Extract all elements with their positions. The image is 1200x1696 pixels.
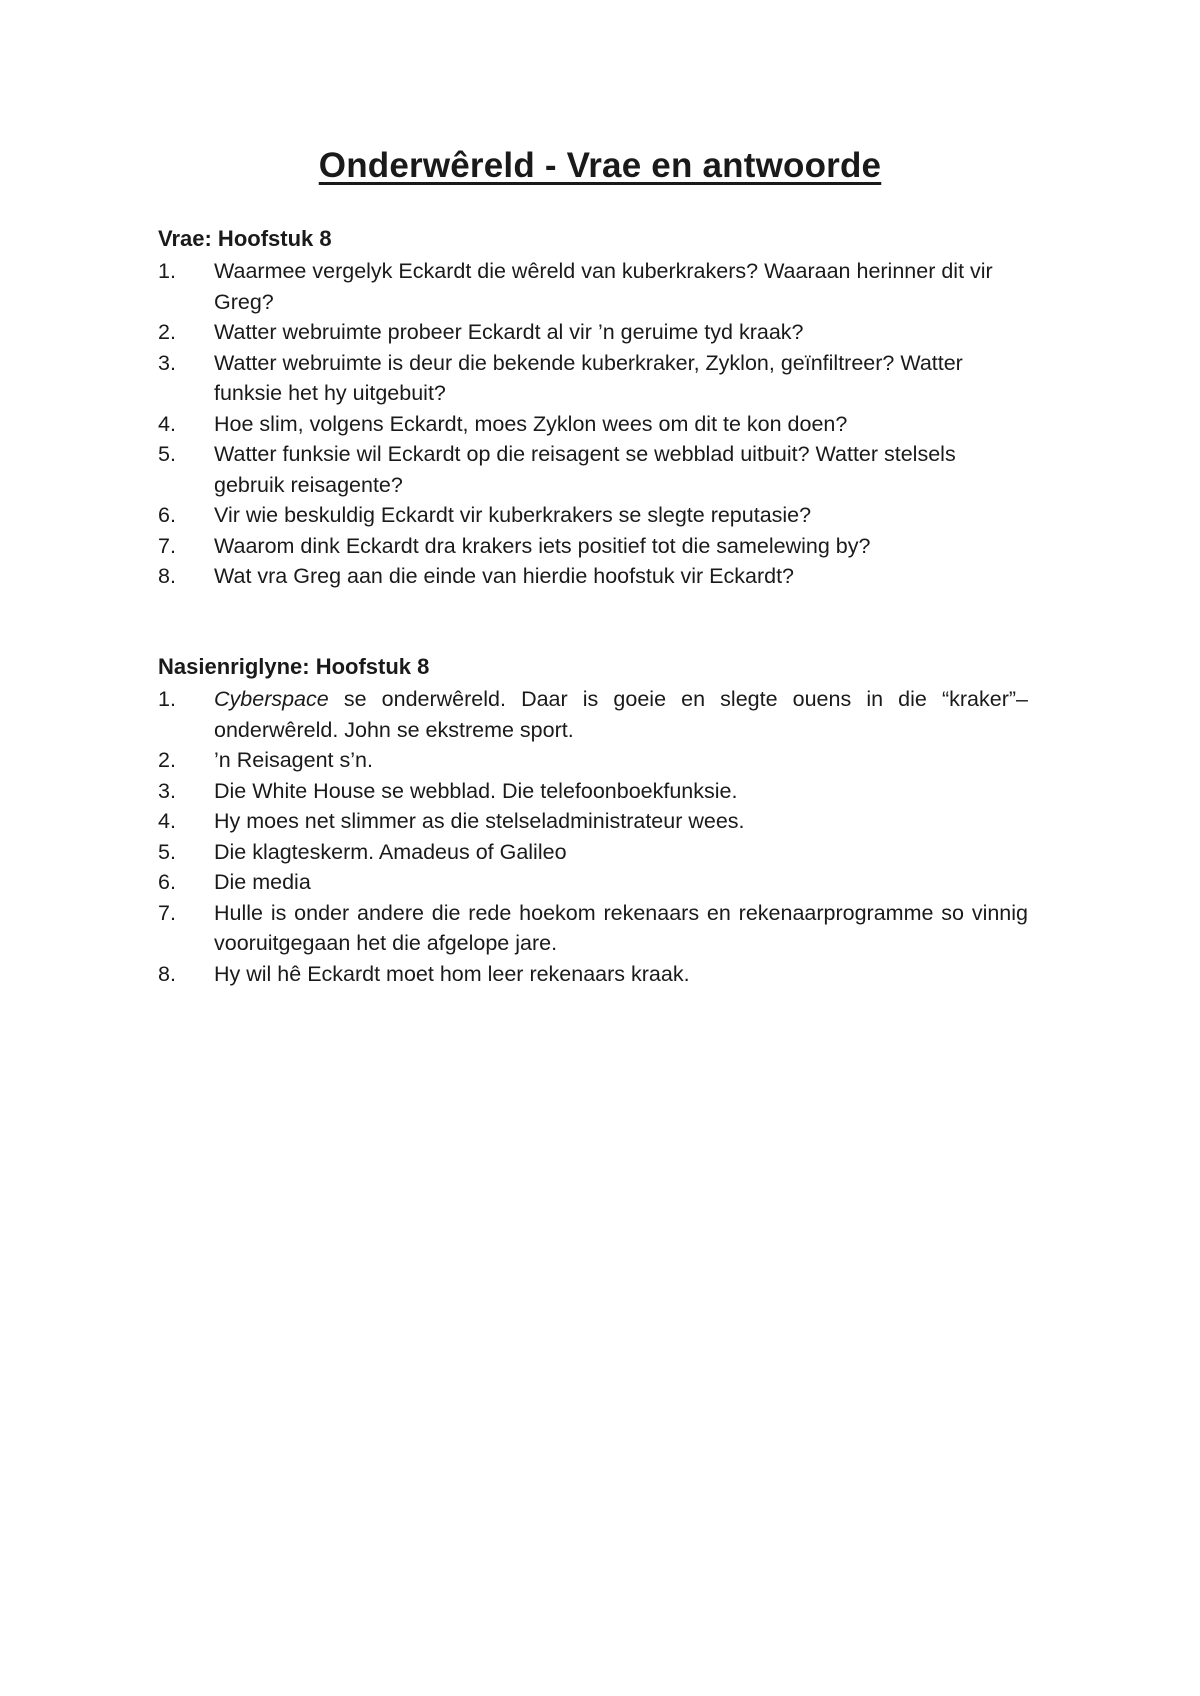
question-text: Hoe slim, volgens Eckardt, moes Zyklon wees om dit te kon doen? (214, 411, 848, 436)
question-number: 6. (158, 503, 176, 527)
page-title: Onderwêreld - Vrae en antwoorde (318, 146, 882, 185)
question-text: Waarom dink Eckardt dra krakers iets positief tot die samelewing by? (214, 533, 871, 558)
question-text: Watter funksie wil Eckardt op die reisagent se webblad uitbuit? Watter stelsels gebruik reisagente? (214, 442, 956, 497)
answer-text: ’n Reisagent s’n. (214, 748, 373, 772)
answers-heading: Nasienriglyne: Hoofstuk 8 (158, 654, 430, 679)
answer-text-rest: se onderwêreld. Daar is goeie en slegte ouens in die “kraker”–onderwêreld. John se ekstreme sport. (214, 687, 1028, 742)
question-item (158, 531, 1028, 562)
question-number: 3. (158, 350, 176, 375)
answer-text: Die media (214, 870, 311, 894)
answer-number: 7. (158, 900, 176, 925)
question-number: 7. (158, 533, 176, 558)
question-item (158, 439, 1028, 500)
answer-item (158, 776, 1028, 807)
question-number: 5. (158, 442, 176, 466)
answer-number: 2. (158, 748, 176, 772)
answer-text: Hy wil hê Eckardt moet hom leer rekenaars kraak. (214, 961, 690, 986)
question-item (158, 317, 1028, 348)
answer-item (158, 898, 1028, 959)
answer-text: Die klagteskerm. Amadeus of Galileo (214, 839, 567, 864)
answer-number: 1. (158, 687, 176, 711)
answer-number: 3. (158, 778, 176, 803)
answer-text: Hy moes net slimmer as die stelseladministrateur wees. (214, 809, 745, 833)
question-item (158, 561, 1028, 592)
question-item (158, 256, 1028, 317)
question-item (158, 500, 1028, 531)
answer-number: 6. (158, 870, 176, 894)
question-number: 8. (158, 564, 176, 588)
answer-text: Die White House se webblad. Die telefoonboekfunksie. (214, 778, 738, 803)
question-text: Wat vra Greg aan die einde van hierdie hoofstuk vir Eckardt? (214, 564, 795, 588)
answer-item (158, 867, 1028, 898)
answer-item (158, 684, 1028, 745)
answer-item (158, 837, 1028, 868)
question-text: Watter webruimte is deur die bekende kuberkraker, Zyklon, geïnfiltreer? Watter funksie het hy uitgebuit? (214, 350, 963, 405)
answer-item (158, 806, 1028, 837)
question-number: 4. (158, 411, 176, 436)
answer-item (158, 959, 1028, 990)
answer-text: Hulle is onder andere die rede hoekom rekenaars en rekenaarprogramme so vinnig vooruitgegaan het die afgelope jare. (214, 900, 1028, 955)
question-item (158, 409, 1028, 440)
question-item (158, 348, 1028, 409)
answer-item (158, 745, 1028, 776)
question-text: Watter webruimte probeer Eckardt al vir ’n geruime tyd kraak? (214, 320, 804, 344)
answer-italic-term: Cyberspace (214, 687, 329, 711)
question-number: 2. (158, 320, 176, 344)
question-number: 1. (158, 259, 176, 283)
questions-list (158, 256, 1028, 592)
questions-section (158, 224, 1028, 592)
answer-number: 4. (158, 809, 176, 833)
answer-number: 5. (158, 839, 176, 864)
questions-heading: Vrae: Hoofstuk 8 (158, 226, 332, 251)
question-text: Vir wie beskuldig Eckardt vir kuberkrakers se slegte reputasie? (214, 503, 812, 527)
question-text: Waarmee vergelyk Eckardt die wêreld van kuberkrakers? Waaraan herinner dit vir Greg? (214, 259, 993, 314)
answers-section (158, 652, 1028, 989)
answer-number: 8. (158, 961, 176, 986)
answers-list (158, 684, 1028, 989)
answer-text (214, 684, 1028, 745)
